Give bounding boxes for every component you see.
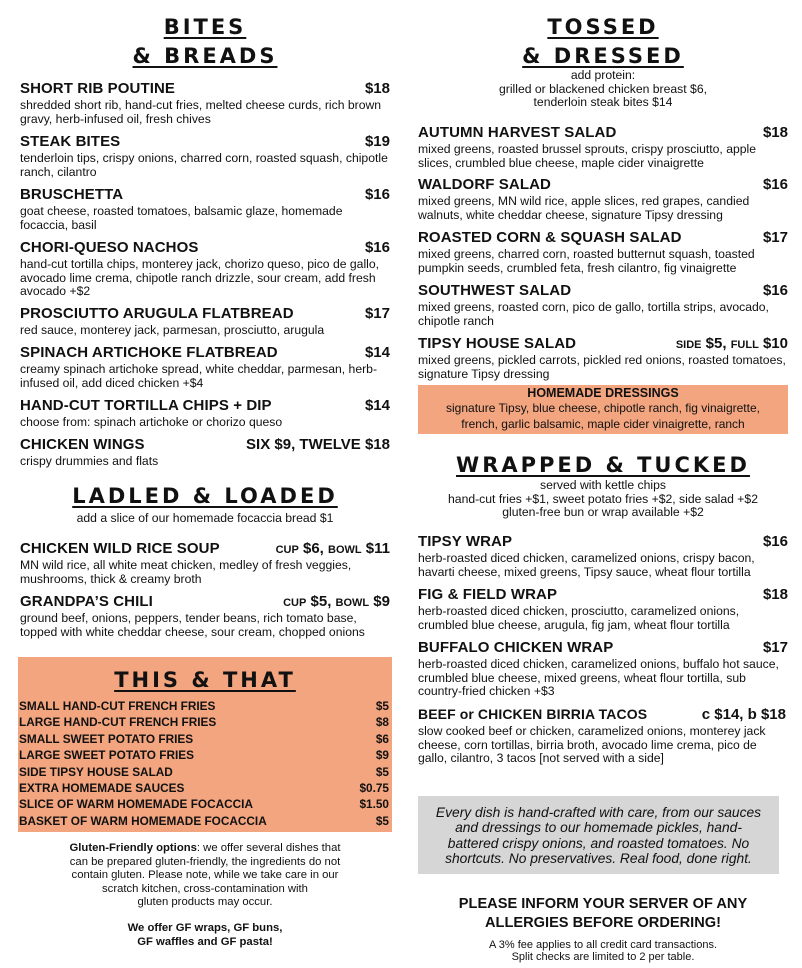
item-desc: mixed greens, roasted brussel sprouts, crispy prosciutto, apple slices, crumbled blue cheese, maple cider vinaigrette [418,142,757,170]
protein-note: add protein: grilled or blackened chicken breast $6, tenderloin steak bites $14 [499,68,707,109]
list-item: EXTRA HOMEMADE SAUCES $0.75 [19,781,389,796]
item-name: CHICKEN WINGS [20,436,145,453]
item-name: AUTUMN HARVEST SALAD [418,124,617,141]
item-desc: choose from: spinach artichoke or chorizo queso [20,415,283,429]
menu-item [418,586,788,632]
item-price: $18 [762,124,788,141]
tossed-title-line2: & DRESSED [522,44,684,68]
item-price: SIX $9, TWELVE $18 [246,436,390,453]
menu-item [418,706,788,766]
gluten-friendly-note: Gluten-Friendly options: we offer several dishes that can be prepared gluten-friendly, the ingredients do not contain gluten. Please note, while we take care in our scratch kitchen, cross-contamination with gluten products may occur. We offer GF wraps, GF buns, GF waffles and GF pasta! [40,842,370,949]
gf-offer: We offer GF wraps, GF buns, [127,921,283,934]
ladled-note: add a slice of our homemade focaccia bread $1 [76,511,334,525]
menu-item [418,335,788,381]
item-price: $17 [762,639,788,656]
item-price: CUP $6, BOWL $11 [275,540,390,557]
item-name: STEAK BITES [20,133,121,150]
item-desc: hand-cut tortilla chips, monterey jack, chorizo queso, pico de gallo, avocado lime crema, chipotle ranch drizzle, sour cream, add fresh avocado +$2 [20,257,380,298]
allergy-notice: PLEASE INFORM YOUR SERVER OF ANY ALLERGIES BEFORE ORDERING! [458,896,748,931]
bites-title [20,13,390,71]
wrapped-title: WRAPPED & TUCKED [456,453,750,477]
item-desc: slow cooked beef or chicken, caramelized onions, monterey jack cheese, corn tortillas, birria broth, avocado lime crema, pico de gallo, cilantro, 3 tacos [not served with a side] [418,724,766,765]
item-desc: tenderloin tips, crispy onions, charred corn, roasted squash, chipotle ranch, cilantro [20,151,388,179]
this-that-title: THIS & THAT [114,668,296,692]
list-item: LARGE SWEET POTATO FRIES $9 [19,748,389,763]
item-name: SHORT RIB POUTINE [20,80,176,97]
item-desc: red sauce, monterey jack, parmesan, prosciutto, arugula [20,323,325,337]
tossed-title-line1: TOSSED [547,15,659,39]
item-price: $17 [364,305,390,322]
item-price: $18 [762,586,788,603]
gluten-label: Gluten-Friendly options [69,842,197,854]
item-desc: mixed greens, pickled carrots, pickled red onions, roasted tomatoes, signature Tipsy dressing [418,353,786,381]
item-price: $16 [762,176,788,193]
list-item: SMALL SWEET POTATO FRIES $6 [19,731,389,746]
item-price: $16 [762,533,788,550]
item-price: CUP $5, BOWL $9 [283,593,390,610]
item-desc: mixed greens, roasted corn, pico de gallo, tortilla strips, avocado, chipotle ranch [418,300,769,328]
menu-item [418,533,788,579]
item-name: TIPSY WRAP [418,533,513,550]
menu-item [418,229,788,275]
item-price: $16 [364,186,390,203]
item-desc: goat cheese, roasted tomatoes, balsamic glaze, homemade focaccia, basil [20,204,343,232]
fee-note: A 3% fee applies to all credit card transactions. Split checks are limited to 2 per table. [488,939,718,964]
item-price: $17 [762,229,788,246]
menu-item [418,282,788,328]
item-desc: herb-roasted diced chicken, prosciutto, caramelized onions, crumbled blue cheese, arugula, fig jam, wheat flour tortilla [418,604,740,632]
item-desc: shredded short rib, hand-cut fries, melted cheese curds, rich brown gravy, herb-infused oil, fresh chives [20,98,382,126]
item-name: FIG & FIELD WRAP [418,586,558,603]
item-price: c $14, b $18 [701,706,786,723]
dressings-title: HOMEMADE DRESSINGS [527,386,679,400]
menu-item [20,397,390,430]
ladled-title: LADLED & LOADED [72,484,338,508]
item-price: $19 [364,133,390,150]
list-item: SIDE TIPSY HOUSE SALAD $5 [19,764,389,779]
item-name: BRUSCHETTA [20,186,124,203]
menu-item [20,186,390,232]
item-desc: mixed greens, charred corn, roasted butternut squash, toasted pumpkin seeds, crumbled feta, fresh cilantro, fig vinaigrette [418,247,755,275]
tossed-title [418,13,788,71]
this-that-box [18,657,392,832]
bites-title-line1: BITES [163,15,247,39]
list-item: SMALL HAND-CUT FRENCH FRIES $5 [19,699,389,713]
list-item: SLICE OF WARM HOMEMADE FOCACCIA $1.50 [19,797,389,812]
item-desc: crispy drummies and flats [20,454,159,468]
item-desc: mixed greens, MN wild rice, apple slices, red grapes, candied walnuts, white cheddar cheese, signature Tipsy dressing [418,194,750,222]
item-name: CHORI-QUESO NACHOS [20,239,199,256]
menu-item [20,80,390,126]
list-item: BASKET OF WARM HOMEMADE FOCACCIA $5 [19,813,389,828]
menu-item [418,124,788,170]
item-name: CHICKEN WILD RICE SOUP [20,540,220,557]
item-price: $16 [762,282,788,299]
item-desc: creamy spinach artichoke spread, white cheddar, parmesan, herb-infused oil, add diced chicken +$4 [20,362,378,390]
item-name: TIPSY HOUSE SALAD [418,335,577,352]
item-price: $14 [364,344,390,361]
menu-item [418,176,788,222]
menu-item [20,305,390,338]
item-name: SOUTHWEST SALAD [418,282,572,299]
item-desc: ground beef, onions, peppers, tender beans, rich tomato base, topped with white cheddar cheese, sour cream, chopped onions [20,611,365,639]
wrapped-note: served with kettle chips hand-cut fries +$1, sweet potato fries +$2, side salad +$2 gluten-free bun or wrap available +$2 [448,478,758,519]
dressings-list: signature Tipsy, blue cheese, chipotle ranch, fig vinaigrette, french, garlic balsamic, maple cider vinaigrette, ranch [446,401,760,431]
menu-item [418,639,788,699]
craft-note: Every dish is hand-crafted with care, from our sauces and dressings to our homemade pickles, hand- battered crispy onions, and roasted tomatoes. No shortcuts. No preservatives. Real food, done right. [418,796,779,874]
list-item: LARGE HAND-CUT FRENCH FRIES $8 [19,715,389,730]
dressings-box [418,385,788,434]
menu-item [20,593,390,639]
menu-item [20,540,390,586]
item-price: $18 [364,80,390,97]
menu-item [20,239,390,299]
bites-title-line2: & BREADS [132,44,278,68]
item-name: HAND-CUT TORTILLA CHIPS + DIP [20,397,272,414]
item-name: SPINACH ARTICHOKE FLATBREAD [20,344,278,361]
item-desc: MN wild rice, all white meat chicken, medley of fresh veggies, mushrooms, thick & creamy broth [20,558,352,586]
menu-item [20,436,390,469]
item-price: $16 [364,239,390,256]
item-price: $14 [364,397,390,414]
item-name: PROSCIUTTO ARUGULA FLATBREAD [20,305,294,322]
item-name: ROASTED CORN & SQUASH SALAD [418,229,682,246]
menu-item [20,133,390,179]
item-name: GRANDPA’S CHILI [20,593,153,610]
item-desc: herb-roasted diced chicken, caramelized onions, crispy bacon, havarti cheese, mixed greens, Tipsy sauce, wheat flour tortilla [418,551,755,579]
menu-item [20,344,390,390]
item-name: WALDORF SALAD [418,176,551,193]
item-desc: herb-roasted diced chicken, caramelized onions, buffalo hot sauce, crumbled blue cheese, mixed greens, wheat flour tortilla, sub country-fried chicken +$3 [418,657,779,698]
item-price: SIDE $5, FULL $10 [675,335,788,352]
item-name: BEEF or CHICKEN BIRRIA TACOS [418,706,648,722]
item-name: BUFFALO CHICKEN WRAP [418,639,614,656]
